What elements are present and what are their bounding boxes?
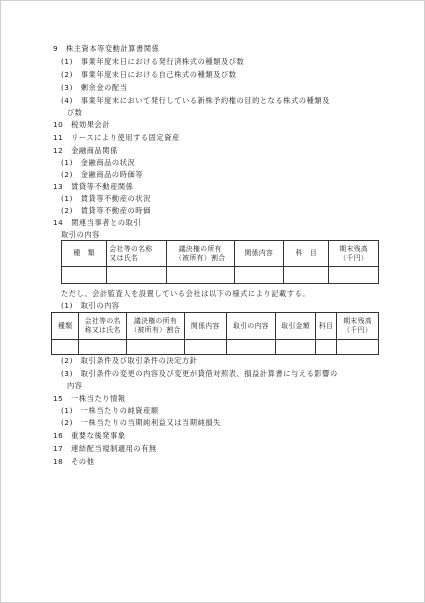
table-header-cell: 関係内容 [185, 313, 227, 340]
table-header-cell: 会社等の名称 又は氏名 [107, 241, 167, 267]
table-header-cell: 科目 [315, 313, 336, 340]
heading-16: 16 重要な後発事象 [53, 431, 126, 440]
item-13-1: (1) 賃貸等不動産の状況 [61, 194, 151, 203]
table-header-row [52, 313, 379, 340]
heading-15: 15 一株当たり情報 [53, 394, 126, 403]
item-12-2: (2) 金融商品の時価等 [61, 170, 144, 179]
related-party-table-audit [51, 312, 379, 355]
table-cell [276, 340, 316, 355]
table-cell [226, 340, 276, 355]
heading-11: 11 リースにより使用する固定資産 [53, 133, 180, 142]
heading-14: 14 関連当事者との取引 [53, 218, 142, 227]
item-15-2: (2) 一株当たりの当期純利益又は当期純損失 [61, 418, 221, 427]
table-cell [329, 267, 379, 284]
heading-9: 9 株主資本等変動計算書関係 [53, 44, 160, 53]
table-header-cell: 種 類 [62, 241, 107, 267]
table-row [52, 340, 379, 355]
heading-17: 17 連結配当規制適用の有無 [53, 444, 157, 453]
item-9-4-cont: び数 [67, 108, 83, 117]
table-header-cell: 期末残高 （千円） [329, 241, 379, 267]
item-14-1: (1) 取引の内容 [61, 301, 120, 310]
table-row [62, 267, 379, 284]
item-12-1: (1) 金融商品の状況 [61, 158, 136, 167]
table-header-cell: 種類 [52, 313, 79, 340]
table-cell [107, 267, 167, 284]
table-header-row [62, 241, 379, 267]
table-cell [337, 340, 379, 355]
table-cell [185, 340, 227, 355]
table-header-cell: 取引金額 [276, 313, 316, 340]
table-cell [234, 267, 283, 284]
item-14-2: (2) 取引条件及び取引条件の決定方針 [61, 356, 198, 365]
item-14-3-cont: 内容 [67, 381, 83, 390]
table-header-cell: 期末残高 （千円） [337, 313, 379, 340]
table-cell [315, 340, 336, 355]
table-cell [166, 267, 234, 284]
item-9-2: (2) 事業年度末日における自己株式の種類及び数 [61, 70, 237, 79]
item-9-3: (3) 剰余金の配当 [61, 83, 128, 92]
table-header-cell: 議決権の所有 （被所有）割合 [166, 241, 234, 267]
table-header-cell: 取引の内容 [226, 313, 276, 340]
table-cell [79, 340, 127, 355]
table-cell [127, 340, 185, 355]
item-15-1: (1) 一株当たりの純資産額 [61, 406, 159, 415]
item-9-1: (1) 事業年度末日における発行済株式の種類及び数 [61, 57, 245, 66]
heading-12: 12 金融商品関係 [53, 146, 118, 155]
item-14-3: (3) 取引条件の変更の内容及び変更が貸借対照表、損益計算書に与える影響の [61, 369, 338, 378]
table-header-cell: 科 目 [284, 241, 329, 267]
table-cell [284, 267, 329, 284]
heading-10: 10 税効果会計 [53, 120, 111, 129]
table-cell [52, 340, 79, 355]
table-header-cell: 関係内容 [234, 241, 283, 267]
table-cell [62, 267, 107, 284]
heading-18: 18 その他 [53, 457, 95, 466]
table-header-cell: 議決権の所有 （被所有）割合 [127, 313, 185, 340]
heading-13: 13 賃貸等不動産関係 [53, 182, 134, 191]
table1-caption: 取引の内容 [61, 230, 100, 239]
audit-note: ただし、会計監査人を設置している会社は以下の様式により記載する。 [61, 289, 311, 298]
item-13-2: (2) 賃貸等不動産の時価 [61, 206, 151, 215]
item-9-4: (4) 事業年度末において発行している新株予約権の目的となる株式の種類及 [61, 96, 330, 105]
related-party-table [61, 240, 379, 284]
table-header-cell: 会社等の名 称又は氏名 [79, 313, 127, 340]
